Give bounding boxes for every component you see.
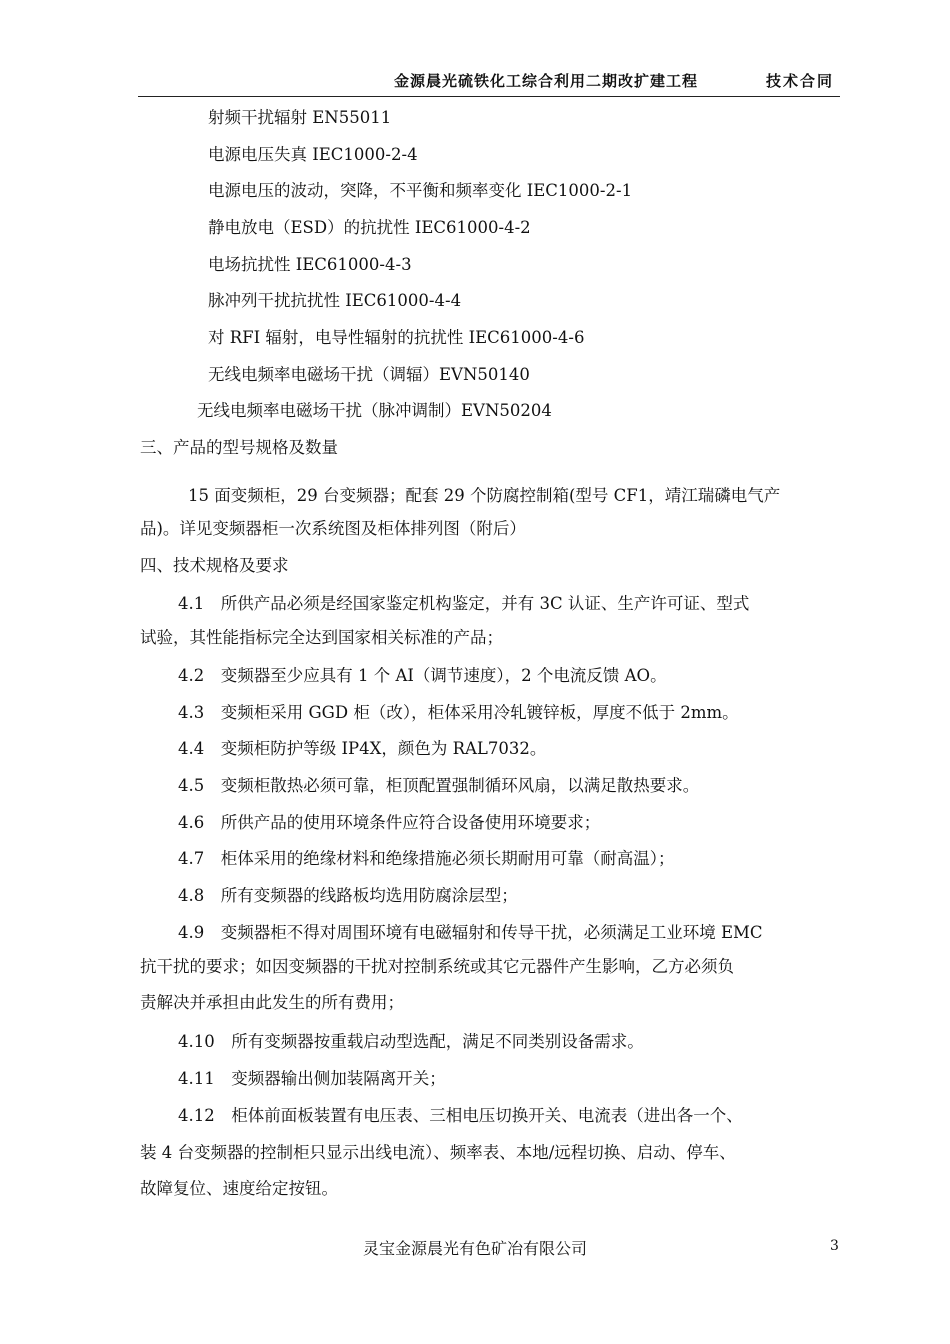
- section-3-paragraph: 品)。详见变频器柜一次系统图及柜体排列图（附后）: [140, 519, 526, 538]
- section-4-heading: 四、技术规格及要求: [140, 556, 289, 575]
- standard-item: 无线电频率电磁场干扰（脉冲调制）EVN50204: [197, 401, 552, 420]
- clause-4-8: 4.8 所有变频器的线路板均选用防腐涂层型；: [178, 886, 518, 905]
- clause-4-2: 4.2 变频器至少应具有 1 个 AI（调节速度），2 个电流反馈 AO。: [178, 666, 667, 685]
- standard-item: 电源电压失真 IEC1000-2-4: [208, 145, 418, 164]
- clause-4-4: 4.4 变频柜防护等级 IP4X，颜色为 RAL7032。: [178, 739, 547, 758]
- clause-4-1: 4.1 所供产品必须是经国家鉴定机构鉴定，并有 3C 认证、生产许可证、型式: [178, 594, 750, 613]
- clause-4-3: 4.3 变频柜采用 GGD 柜（改），柜体采用冷轧镀锌板，厚度不低于 2mm。: [178, 703, 739, 722]
- section-3-paragraph: 15 面变频柜，29 台变频器；配套 29 个防腐控制箱(型号 CF1，靖江瑞磷电气产: [188, 486, 781, 505]
- footer-company-name: 灵宝金源晨光有色矿冶有限公司: [362, 1239, 587, 1258]
- clause-4-12: 4.12 柜体前面板装置有电压表、三相电压切换开关、电流表（进出各一个、: [178, 1106, 743, 1125]
- clause-4-9: 4.9 变频器柜不得对周围环境有电磁辐射和传导干扰，必须满足工业环境 EMC: [178, 923, 763, 942]
- clause-4-1-cont: 试验，其性能指标完全达到国家相关标准的产品；: [140, 628, 503, 647]
- clause-4-9-cont: 责解决并承担由此发生的所有费用；: [140, 993, 404, 1012]
- clause-4-12-cont: 装 4 台变频器的控制柜只显示出线电流）、频率表、本地/远程切换、启动、停车、: [140, 1143, 736, 1162]
- clause-4-11: 4.11 变频器输出侧加装隔离开关；: [178, 1069, 446, 1088]
- header-doc-type: 技术合同: [765, 72, 834, 90]
- page-number: 3: [830, 1238, 839, 1254]
- clause-4-12-cont: 故障复位、速度给定按钮。: [140, 1179, 338, 1198]
- clause-4-10: 4.10 所有变频器按重载启动型选配，满足不同类别设备需求。: [178, 1032, 644, 1051]
- section-3-heading: 三、产品的型号规格及数量: [140, 438, 338, 457]
- standard-item: 电场抗扰性 IEC61000-4-3: [208, 255, 412, 274]
- page-header: [138, 62, 840, 97]
- standard-item: 无线电频率电磁场干扰（调辐）EVN50140: [208, 365, 530, 384]
- header-project-title: 金源晨光硫铁化工综合利用二期改扩建工程: [394, 72, 699, 90]
- standard-item: 脉冲列干扰抗扰性 IEC61000-4-4: [208, 291, 462, 310]
- clause-4-6: 4.6 所供产品的使用环境条件应符合设备使用环境要求；: [178, 813, 601, 832]
- clause-4-9-cont: 抗干扰的要求；如因变频器的干扰对控制系统或其它元器件产生影响，乙方必须负: [140, 957, 734, 976]
- standard-item: 对 RFI 辐射，电导性辐射的抗扰性 IEC61000-4-6: [208, 328, 585, 347]
- standard-item: 静电放电（ESD）的抗扰性 IEC61000-4-2: [208, 218, 531, 237]
- standard-item: 射频干扰辐射 EN55011: [208, 108, 392, 127]
- clause-4-7: 4.7 柜体采用的绝缘材料和绝缘措施必须长期耐用可靠（耐高温）；: [178, 849, 675, 868]
- clause-4-5: 4.5 变频柜散热必须可靠，柜顶配置强制循环风扇，以满足散热要求。: [178, 776, 700, 795]
- standard-item: 电源电压的波动，突降，不平衡和频率变化 IEC1000-2-1: [208, 181, 633, 200]
